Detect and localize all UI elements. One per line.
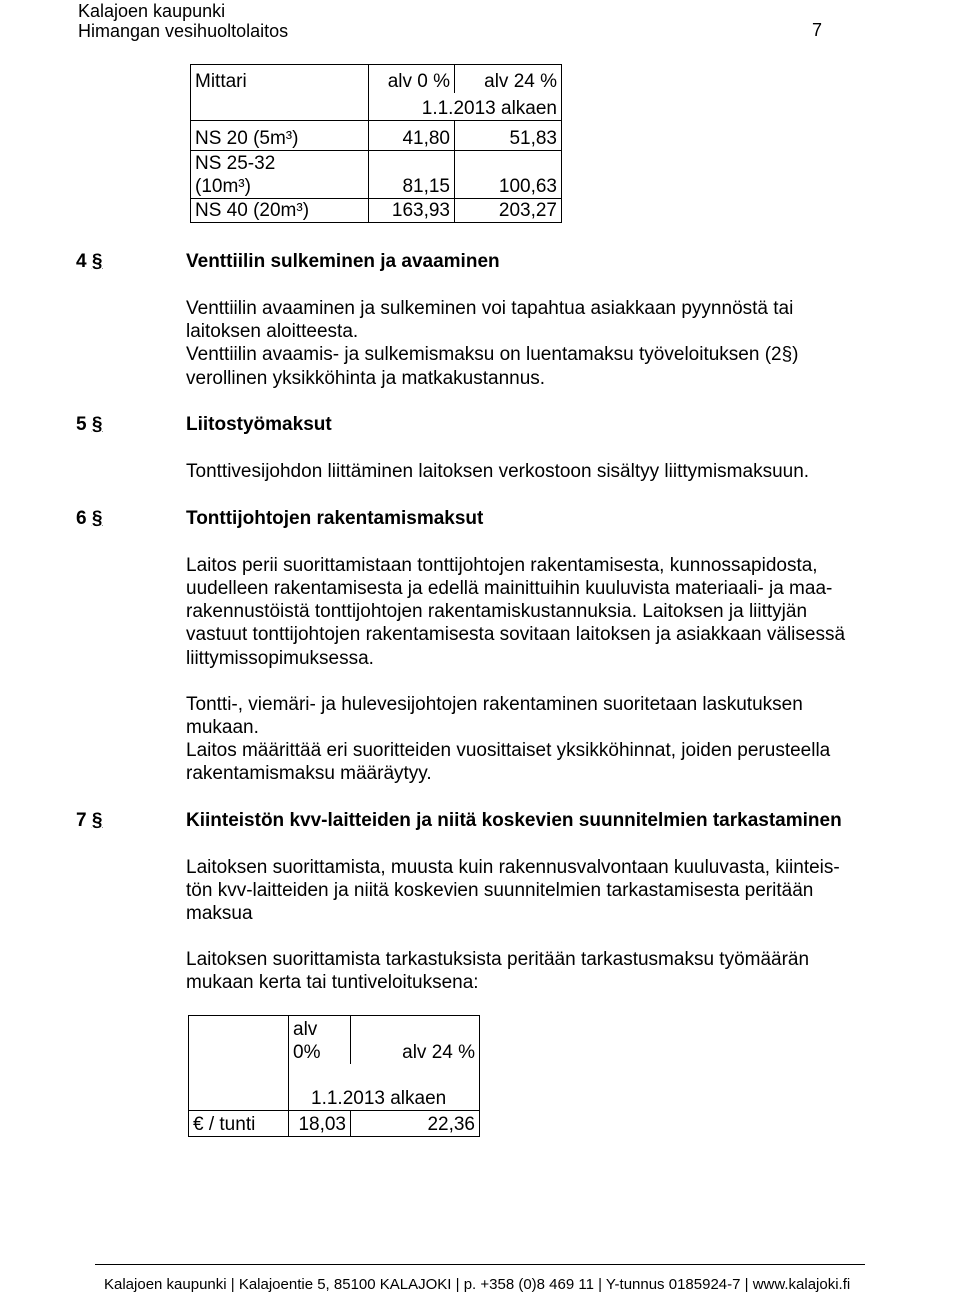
table-date-row: [191, 93, 562, 121]
table-cell: [191, 93, 369, 121]
section-4-title: Venttiilin sulkeminen ja avaaminen: [186, 251, 500, 272]
section-7-heading-number: [76, 809, 102, 832]
section-number: 5: [76, 414, 87, 435]
table-cell-line: 0%: [293, 1041, 321, 1063]
table-cell: 51,83: [455, 121, 562, 151]
section-7-title: Kiinteistön kvv-laitteiden ja niitä koskevien suunnitelmien tarkastaminen: [186, 810, 842, 831]
table-cell: 18,03: [289, 1111, 351, 1137]
table-header-cell: [189, 1016, 289, 1064]
table-date-cell: 1.1.2013 alkaen: [369, 93, 562, 121]
section-6-heading-number: [76, 507, 102, 530]
section-4-line: Venttiilin avaamis- ja sulkemismaksu on luentamaksu työveloituksen (2§): [186, 344, 799, 365]
section-7-line: mukaan kerta tai tuntiveloituksena:: [186, 972, 479, 993]
header-department: Himangan vesihuoltolaitos: [78, 21, 289, 41]
section-6-line: rakennustöistä tonttijohtojen rakentamiskustannuksia. Laitoksen ja liittyjän: [186, 601, 808, 622]
section-6-line: Tontti-, viemäri- ja hulevesijohtojen rakentaminen suoritetaan laskutuksen: [186, 694, 803, 715]
section-6-line: vastuut tonttijohtojen rakentamisesta sovitaan laitoksen ja asiakkaan välisessä: [186, 624, 846, 645]
section-5-title: Liitostyömaksut: [186, 414, 332, 435]
section-6-title: Tonttijohtojen rakentamismaksut: [186, 508, 484, 529]
table-row: [189, 1111, 480, 1137]
meter-price-table: [190, 64, 562, 223]
hourly-rate-table: [188, 1015, 480, 1137]
section-6-line: liittymissopimuksessa.: [186, 648, 374, 669]
table-date-row: [189, 1064, 480, 1111]
table-cell-line: alv: [293, 1018, 318, 1040]
table-cell: 22,36: [351, 1111, 480, 1137]
table-row: [191, 151, 562, 199]
table-cell-line: NS 25-32: [195, 153, 276, 174]
table-header-row: [191, 65, 562, 93]
table-row: [191, 199, 562, 223]
table-header-cell: alv 24 %: [455, 65, 562, 93]
section-number: 6: [76, 508, 87, 529]
section-4-line: laitoksen aloitteesta.: [186, 321, 359, 342]
section-symbol: §: [91, 508, 103, 529]
section-6-line: Laitos määrittää eri suoritteiden vuosittaiset yksikköhinnat, joiden perusteella: [186, 740, 831, 761]
table-header-row: [189, 1016, 480, 1064]
section-number: 4: [76, 251, 87, 272]
section-symbol: §: [91, 810, 103, 831]
table-header-cell: [289, 1016, 351, 1064]
table-cell: 163,93: [369, 199, 455, 223]
footer-contact: Kalajoen kaupunki | Kalajoentie 5, 85100 KALAJOKI | p. +358 (0)8 469 11 | Y-tunnus 0185924-7 | www.kalajoki.fi: [104, 1276, 851, 1293]
table-cell: 100,63: [455, 151, 562, 199]
table-row: [191, 121, 562, 151]
table-date-cell: 1.1.2013 alkaen: [289, 1064, 480, 1111]
header-organization: Kalajoen kaupunki: [78, 1, 226, 21]
table-cell: 41,80: [369, 121, 455, 151]
table-cell: NS 20 (5m³): [191, 121, 369, 151]
section-6-line: Laitos perii suorittamistaan tonttijohtojen rakentamisesta, kunnossapidosta,: [186, 555, 818, 576]
table-cell-line: (10m³): [195, 176, 251, 197]
section-4-heading-number: [76, 250, 102, 273]
section-6-line: mukaan.: [186, 717, 259, 738]
table-cell: [191, 151, 369, 199]
section-7-line: maksua: [186, 903, 253, 924]
table-cell: [189, 1064, 289, 1111]
footer-divider: [95, 1264, 865, 1265]
section-symbol: §: [91, 414, 103, 435]
page-number: 7: [812, 20, 823, 40]
table-header-cell: alv 0 %: [369, 65, 455, 93]
section-6-line: rakentamismaksu määräytyy.: [186, 763, 432, 784]
section-6-line: uudelleen rakentamisesta ja edellä mainittuihin kuuluvista materiaali- ja maa-: [186, 578, 833, 599]
section-7-line: Laitoksen suorittamista tarkastuksista peritään tarkastusmaksu työmäärän: [186, 949, 810, 970]
table-cell: 203,27: [455, 199, 562, 223]
section-5-heading-number: [76, 413, 102, 436]
table-cell: € / tunti: [189, 1111, 289, 1137]
section-number: 7: [76, 810, 87, 831]
section-5-line: Tonttivesijohdon liittäminen laitoksen verkostoon sisältyy liittymismaksuun.: [186, 461, 810, 482]
table-header-cell: Mittari: [191, 65, 369, 93]
table-header-cell: alv 24 %: [351, 1016, 480, 1064]
table-cell: 81,15: [369, 151, 455, 199]
table-cell: NS 40 (20m³): [191, 199, 369, 223]
section-symbol: §: [91, 251, 103, 272]
section-4-line: verollinen yksikköhinta ja matkakustannus.: [186, 368, 546, 389]
section-7-line: Laitoksen suorittamista, muusta kuin rakennusvalvontaan kuuluvasta, kiinteis-: [186, 857, 840, 878]
section-4-line: Venttiilin avaaminen ja sulkeminen voi tapahtua asiakkaan pyynnöstä tai: [186, 298, 794, 319]
section-7-line: tön kvv-laitteiden ja niitä koskevien suunnitelmien tarkastamisesta peritään: [186, 880, 814, 901]
